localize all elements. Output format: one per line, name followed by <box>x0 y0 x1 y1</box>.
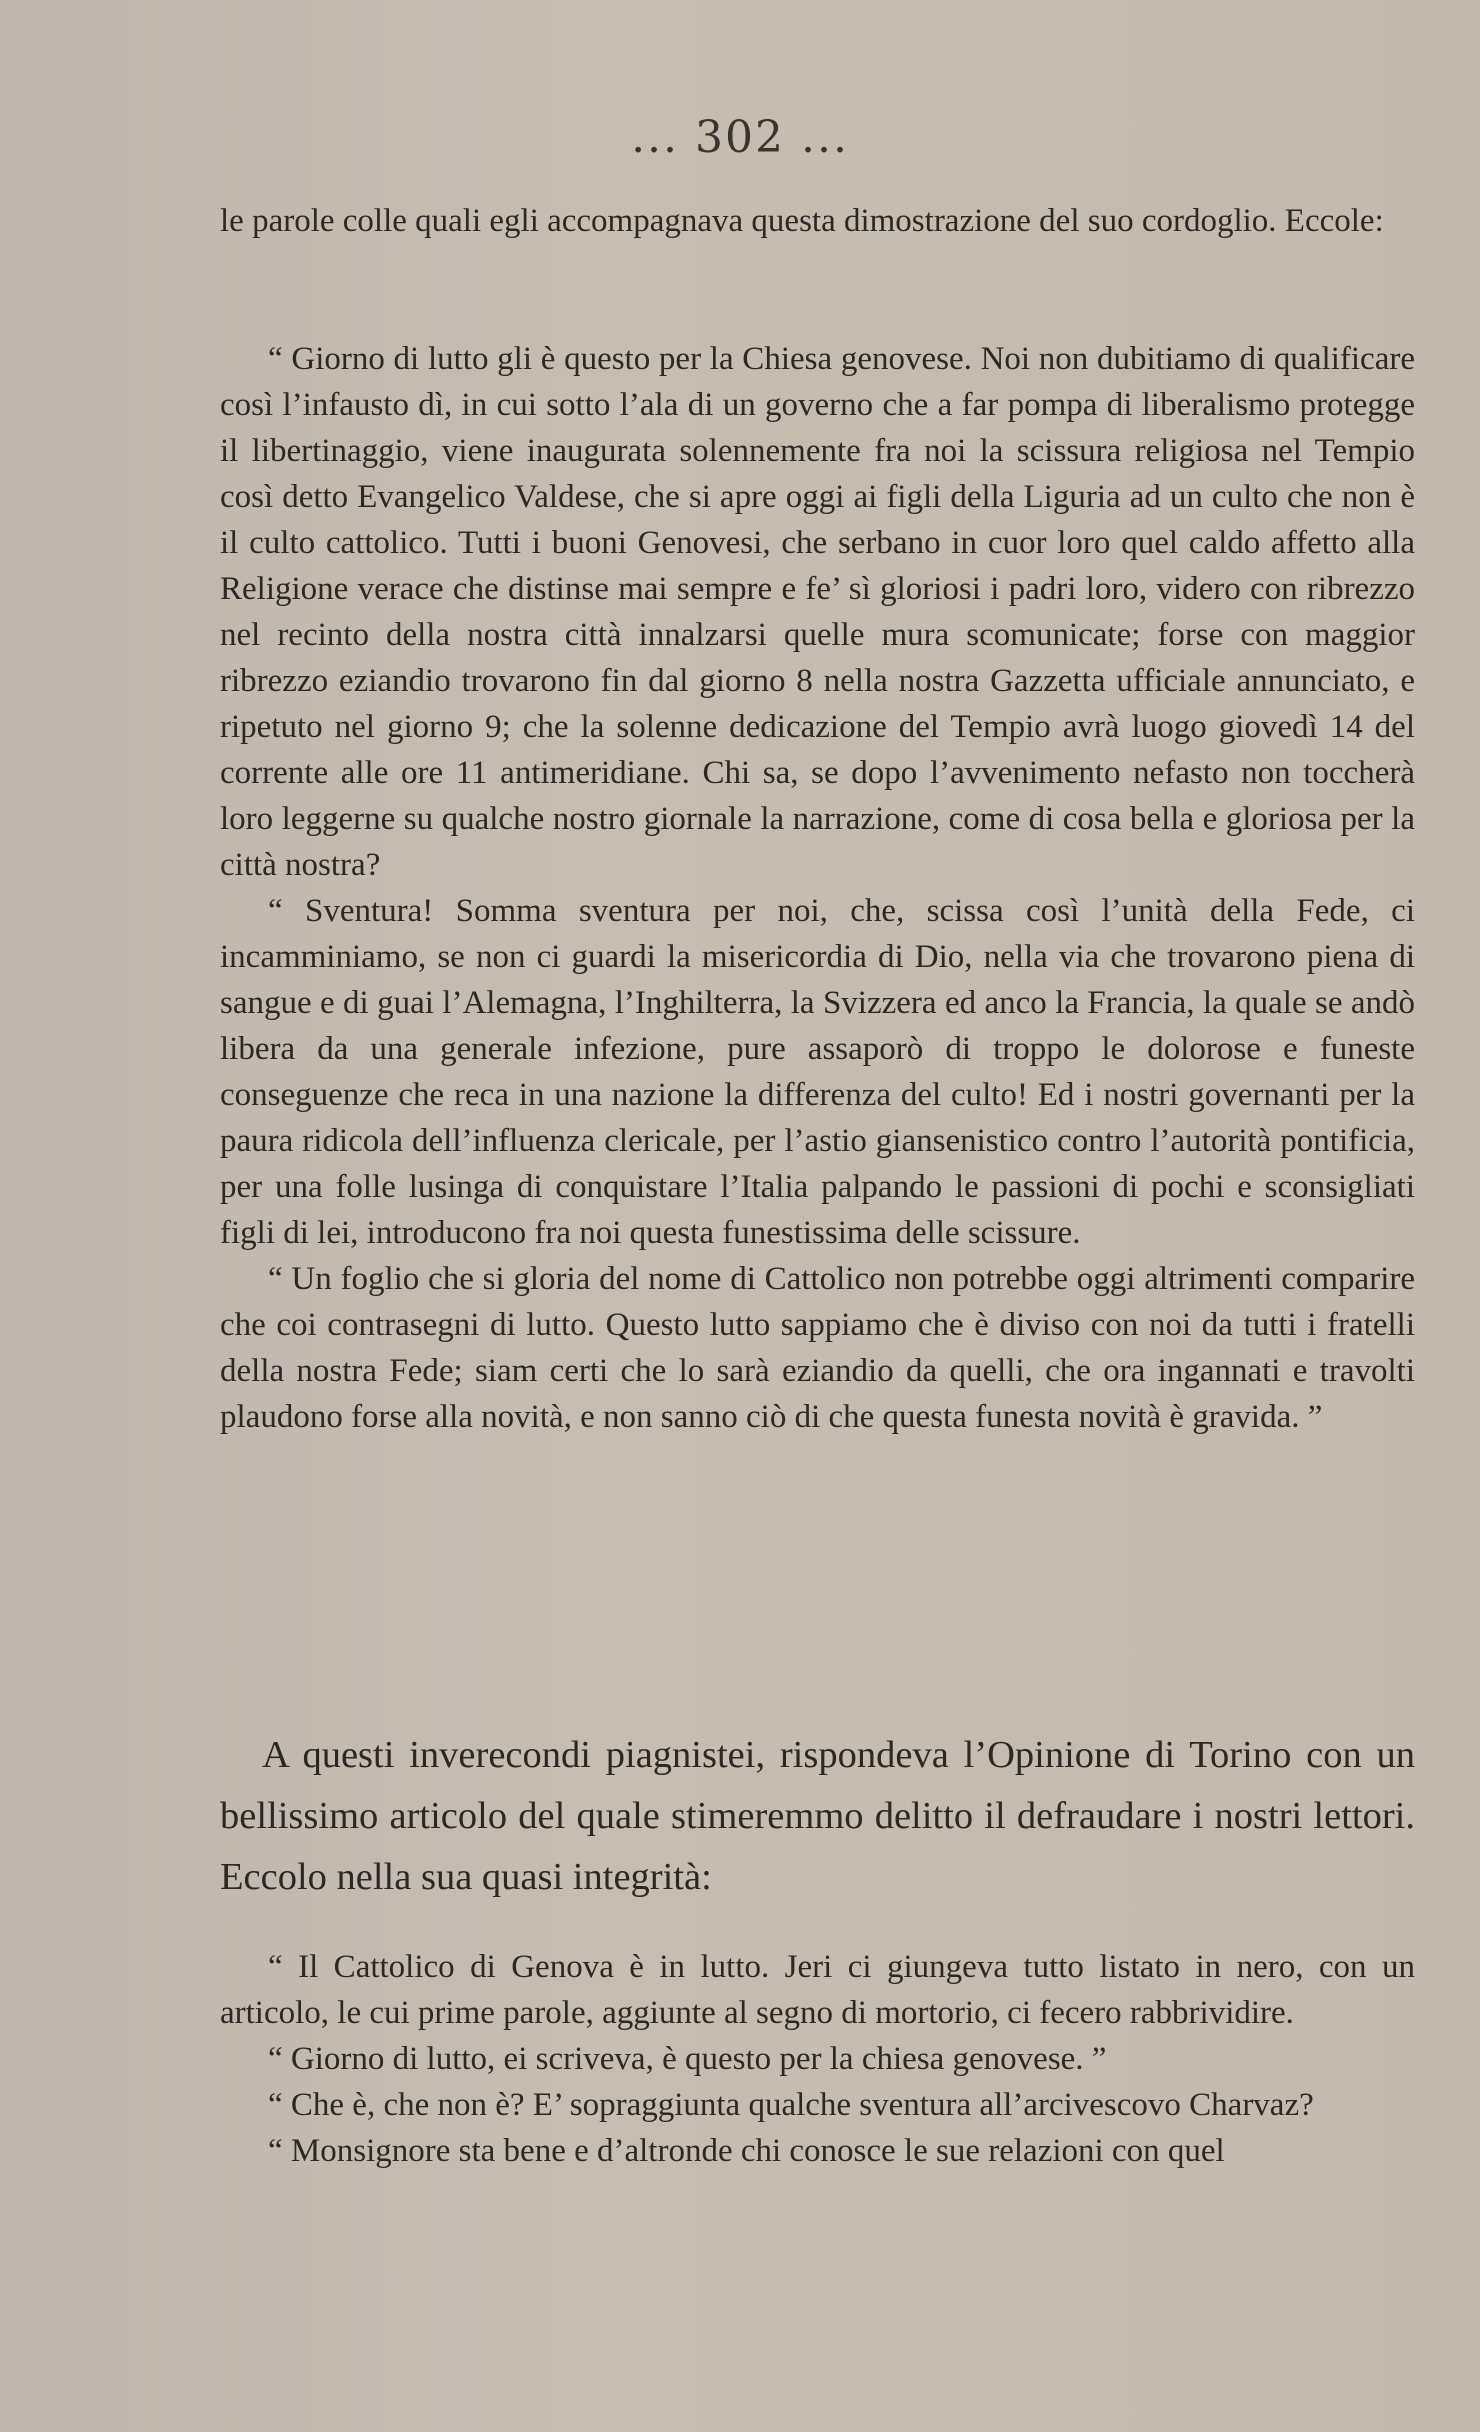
quote2-paragraph: “ Monsignore sta bene e d’altronde chi conosce le sue relazioni con quel <box>268 2133 1225 2169</box>
quote-block-2 <box>220 1944 1415 2174</box>
quote2-paragraph: “ Giorno di lutto, ei scriveva, è questo per la chiesa genovese. ” <box>268 2041 1107 2077</box>
quote1-paragraph: “ Sventura! Somma sventura per noi, che, scissa così l’unità della Fede, ci incamminiamo, se non ci guardi la misericordia di Dio, nella via che trovarono piena di sangue e di guai l’Alemagna, l’Inghilterra, la Svizzera ed anco la Francia, la quale se andò libera da una generale infezione, pure assaporò di troppo le dolorose e funeste conseguenze che reca in una nazione la differenza del culto! Ed i nostri governanti per la paura ridicola dell’influenza clericale, per l’astio giansenistico contro l’autorità pontificia, per una folle lusinga di conquistare l’Italia palpando le passioni di pochi e sconsigliati figli di lei, introducono fra noi questa funestissima delle scissure. <box>220 893 1415 1251</box>
intro-paragraph: le parole colle quali egli accompagnava questa dimostrazione del suo cordoglio. Eccole: <box>220 203 1384 239</box>
quote2-paragraph: “ Che è, che non è? E’ sopraggiunta qualche sventura all’arcivescovo Charvaz? <box>268 2087 1314 2123</box>
quote2-paragraph: “ Il Cattolico di Genova è in lutto. Jeri ci giungeva tutto listato in nero, con un articolo, le cui prime parole, aggiunte al segno di mortorio, ci fecero rabbrividire. <box>220 1949 1415 2031</box>
intro-block <box>220 198 1415 244</box>
narrative-paragraph: A questi inverecondi piagnistei, rispondeva l’Opinione di Torino con un bellissimo articolo del quale stimeremmo delitto il defraudare i nostri lettori. Eccolo nella sua quasi integrità: <box>220 1734 1415 1898</box>
page-number: ... 302 ... <box>631 112 849 163</box>
quote1-paragraph: “ Un foglio che si gloria del nome di Cattolico non potrebbe oggi altrimenti comparire che coi contrasegni di lutto. Questo lutto sappiamo che è diviso con noi da tutti i fratelli della nostra Fede; siam certi che lo sarà eziandio da quelli, che ora ingannati e travolti plaudono forse alla novità, e non sanno ciò di che questa funesta novità è gravida. ” <box>220 1261 1415 1435</box>
narrative-block <box>220 1725 1415 1908</box>
quote-block-1 <box>220 336 1415 1440</box>
quote1-paragraph: “ Giorno di lutto gli è questo per la Chiesa genovese. Noi non dubitiamo di qualificare così l’infausto dì, in cui sotto l’ala di un governo che a far pompa di liberalismo protegge il libertinaggio, viene inaugurata solennemente fra noi la scissura religiosa nel Tempio così detto Evangelico Valdese, che si apre oggi ai figli della Liguria ad un culto che non è il culto cattolico. Tutti i buoni Genovesi, che serbano in cuor loro quel caldo affetto alla Religione verace che distinse mai sempre e fe’ sì gloriosi i padri loro, videro con ribrezzo nel recinto della nostra città innalzarsi quelle mura scomunicate; forse con maggior ribrezzo eziandio trovarono fin dal giorno 8 nella nostra Gazzetta ufficiale annunciato, e ripetuto nel giorno 9; che la solenne dedicazione del Tempio avrà luogo giovedì 14 del corrente alle ore 11 antimeridiane. Chi sa, se dopo l’avvenimento nefasto non toccherà loro leggerne su qualche nostro giornale la narrazione, come di cosa bella e gloriosa per la città nostra? <box>220 341 1415 883</box>
